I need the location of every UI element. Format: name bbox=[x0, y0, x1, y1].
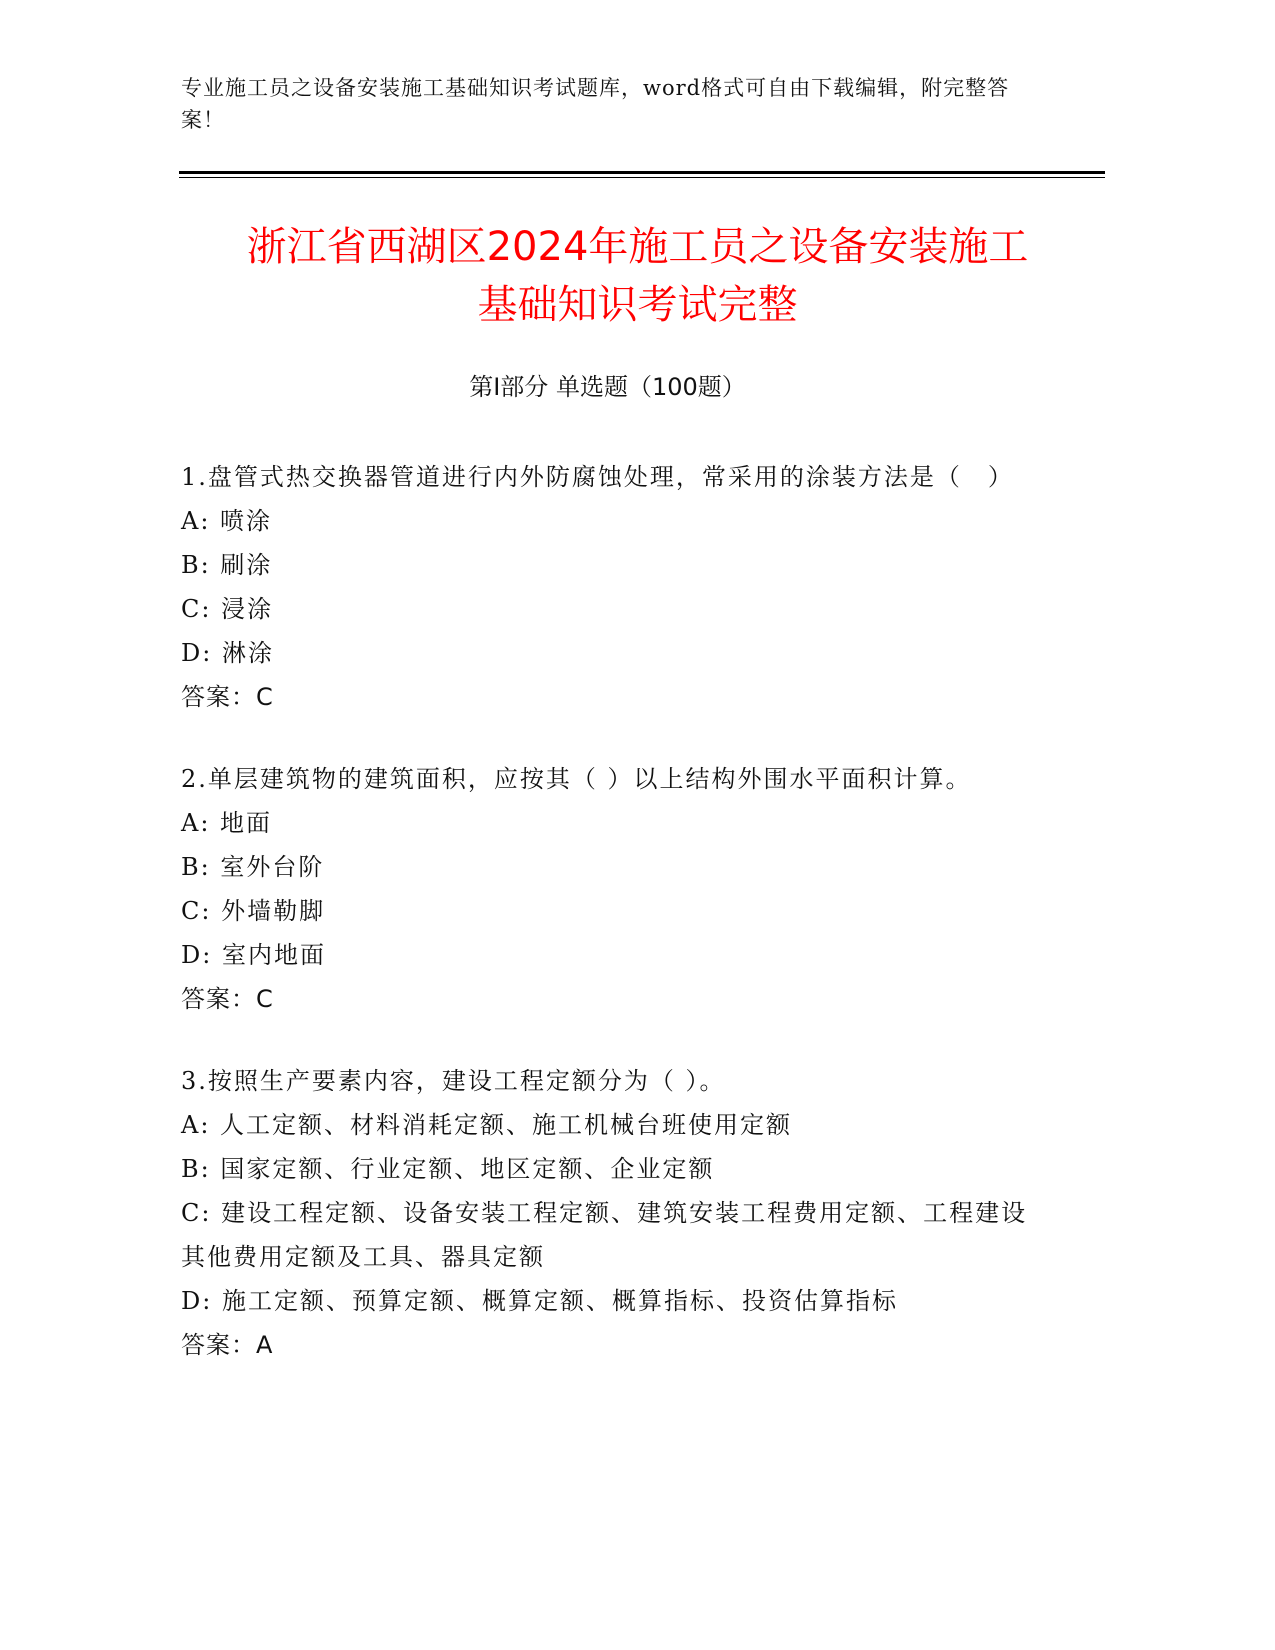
answer: 答案：C bbox=[181, 985, 274, 1013]
option-b: B: 室外台阶 bbox=[181, 853, 325, 881]
answer: 答案：A bbox=[181, 1331, 274, 1359]
section-heading: 第Ⅰ部分 单选题（100题） bbox=[469, 373, 746, 401]
option-d: D: 施工定额、预算定额、概算定额、概算指标、投资估算指标 bbox=[181, 1287, 898, 1315]
question-list bbox=[181, 455, 1031, 1405]
option-c: C: 浸涂 bbox=[181, 595, 274, 623]
question-3 bbox=[181, 1059, 1031, 1367]
question-stem: 3.按照生产要素内容，建设工程定额分为（ ）。 bbox=[181, 1067, 726, 1095]
option-a: A: 喷涂 bbox=[181, 507, 273, 535]
option-d: D: 淋涂 bbox=[181, 639, 274, 667]
option-b: B: 刷涂 bbox=[181, 551, 273, 579]
option-b: B: 国家定额、行业定额、地区定额、企业定额 bbox=[181, 1155, 715, 1183]
option-c: C: 建设工程定额、设备安装工程定额、建筑安装工程费用定额、工程建设其他费用定额及工具、器具定额 bbox=[181, 1199, 1028, 1271]
question-2 bbox=[181, 757, 1031, 1021]
option-a: A: 地面 bbox=[181, 809, 273, 837]
question-stem: 1.盘管式热交换器管道进行内外防腐蚀处理，常采用的涂装方法是（ ） bbox=[181, 463, 1014, 491]
title-line-1: 浙江省西湖区2024年施工员之设备安装施工 bbox=[246, 224, 1029, 270]
option-d: D: 室内地面 bbox=[181, 941, 326, 969]
answer: 答案：C bbox=[181, 683, 274, 711]
document-title bbox=[160, 218, 1115, 334]
header-note: 专业施工员之设备安装施工基础知识考试题库，word格式可自由下载编辑，附完整答案！ bbox=[181, 76, 1010, 132]
question-1 bbox=[181, 455, 1031, 719]
title-line-2: 基础知识考试完整 bbox=[477, 282, 798, 328]
question-stem: 2.单层建筑物的建筑面积，应按其（ ）以上结构外围水平面积计算。 bbox=[181, 765, 972, 793]
header-divider-thick bbox=[179, 171, 1105, 174]
option-a: A: 人工定额、材料消耗定额、施工机械台班使用定额 bbox=[181, 1111, 793, 1139]
option-c: C: 外墙勒脚 bbox=[181, 897, 326, 925]
header-divider-thin bbox=[179, 177, 1105, 178]
